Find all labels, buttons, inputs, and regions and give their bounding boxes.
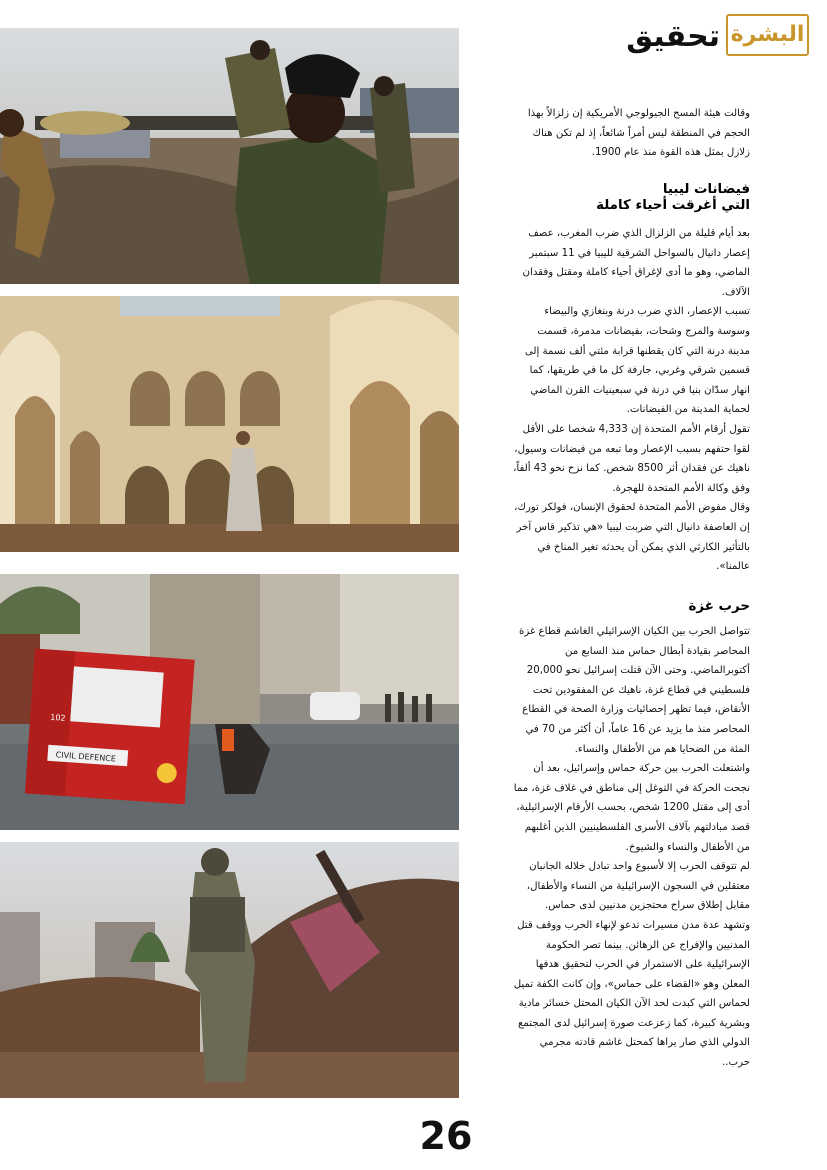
gaza-paragraph: وتشهد عدة مدن مسيرات تدعو لإنهاء الحرب ووقف قتل المدنيين والإفراج عن الرهائن. بينما تصر الحكومة الإسرائيلية على الاستمرار في الحرب لتحقيق هدفها المعلن وهو «القضاء على حماس»، وإن كانت الكفة تميل لحماس التي كبدت لحد الآن الكيان المحتل خسائر مادية وبشرية كبيرة، كما زعزعت صورة إسرائيل لدى المجتمع الدولي الذي صار يراها كمحتل غاشم قادته مجرمي حرب..	[513, 919, 750, 1069]
gaza-heading: حرب غزة	[688, 599, 750, 614]
libya-heading	[512, 182, 750, 214]
gaza-paragraph: واشتعلت الحرب بين حركة حماس وإسرائيل، بعد أن نجحت الحركة في التوغل إلى مناطق في غلاف غزة، مما أدى إلى مقتل 1200 شخص، بحسب الأرقام الإسرائيلية، قصد مبادلتهم بآلاف الأسرى الفلسطينيين الذين أغلبهم من الأطفال والنساء والشيوخ.	[513, 763, 750, 853]
libya-paragraph: تسبب الإعصار، الذي ضرب درنة وبنغازي والبيضاء وسوسة والمرج وشحات، بفيضانات مدمرة، قسمت مدينة درنة التي كان يقطنها قرابة مئتي ألف نسمة إلى قسمين شرقي وغربي، جارفة كل ما في طريقها، كما انهار سدّان بنيا في درنة في سبعينيات القرن الماضي لحماية المدينة من الفيضانات.	[524, 306, 750, 416]
magazine-logo	[726, 14, 809, 56]
libya-body	[512, 224, 750, 577]
libya-heading-line1: فيضانات ليبيا	[662, 182, 750, 197]
flooded-street-photo	[0, 574, 459, 830]
article-column	[512, 104, 750, 1069]
intro-paragraph: وقالت هيئة المسح الجيولوجي الأمريكية إن زلزالاً بهذا الحجم في المنطقة ليس أمراً شائعاً، إذ لم تكن هناك زلازل بمثل هذه القوة منذ عام 1900.	[527, 108, 750, 159]
page-number: 26	[419, 1114, 473, 1158]
libya-paragraph: وقال مفوض الأمم المتحدة لحقوق الإنسان، فولكر تورك، إن العاصفة دانيال التي ضربت ليبيا «هي تذكير قاس آخر بالتأثير الكارثي الذي يمكن أن يحدثه تغير المناخ في عالمنا».	[514, 502, 750, 573]
gaza-paragraph: لم تتوقف الحرب إلا لأسبوع واحد تبادل خلاله الجانبان معتقلين في السجون الإسرائيلية من النساء والأطفال، مقابل إطلاق سراح محتجزين مدنيين لدى حماس.	[526, 861, 750, 912]
libya-paragraph: تقول أرقام الأمم المتحدة إن 4,333 شخصا على الأقل لقوا حتفهم بسبب الإعصار وما تبعه من فيضانات وسيول، ناهيك عن فقدان أثر 8500 شخص. كما نزح نحو 43 ألفاً، وفق وكالة الأمم المتحدة للهجرة.	[513, 423, 750, 494]
truck-label: CIVIL DEFENCE	[55, 750, 117, 764]
libya-paragraph: بعد أيام قليلة من الزلزال الذي ضرب المغرب، عصف إعصار دانيال بالسواحل الشرقية لليبيا في 11 سبتمبر الماضي، وهو ما أدى لإغراق أحياء كاملة ومقتل وفقدان الآلاف.	[522, 228, 750, 298]
armed-fighters-photo	[0, 28, 459, 284]
ruined-courtyard-photo	[0, 296, 459, 552]
section-title: تحقيق	[626, 19, 720, 54]
gaza-body	[512, 622, 750, 1073]
soldier-rubble-photo	[0, 842, 459, 1098]
logo-text: البشرة	[730, 22, 805, 47]
gaza-paragraph: تتواصل الحرب بين الكيان الإسرائيلي الغاشم قطاع غزة المحاصر بقيادة أبطال حماس منذ السابع من أكتوبرالماضي. وحتى الآن قتلت إسرائيل نحو 20,000 فلسطيني في قطاع غزة، ناهيك عن المفقودين تحت الأنقاض، فيما تظهر إحصائيات وزارة الصحة في القطاع المحاصر منذ ما يزيد عن 16 عاماً، أن أكثر من 70 في المئة من الضحايا هم من الأطفال والنساء.	[518, 626, 750, 755]
truck-number: 102	[50, 712, 66, 723]
libya-heading-line2: التي أغرقت أحياء كاملة	[596, 198, 750, 213]
